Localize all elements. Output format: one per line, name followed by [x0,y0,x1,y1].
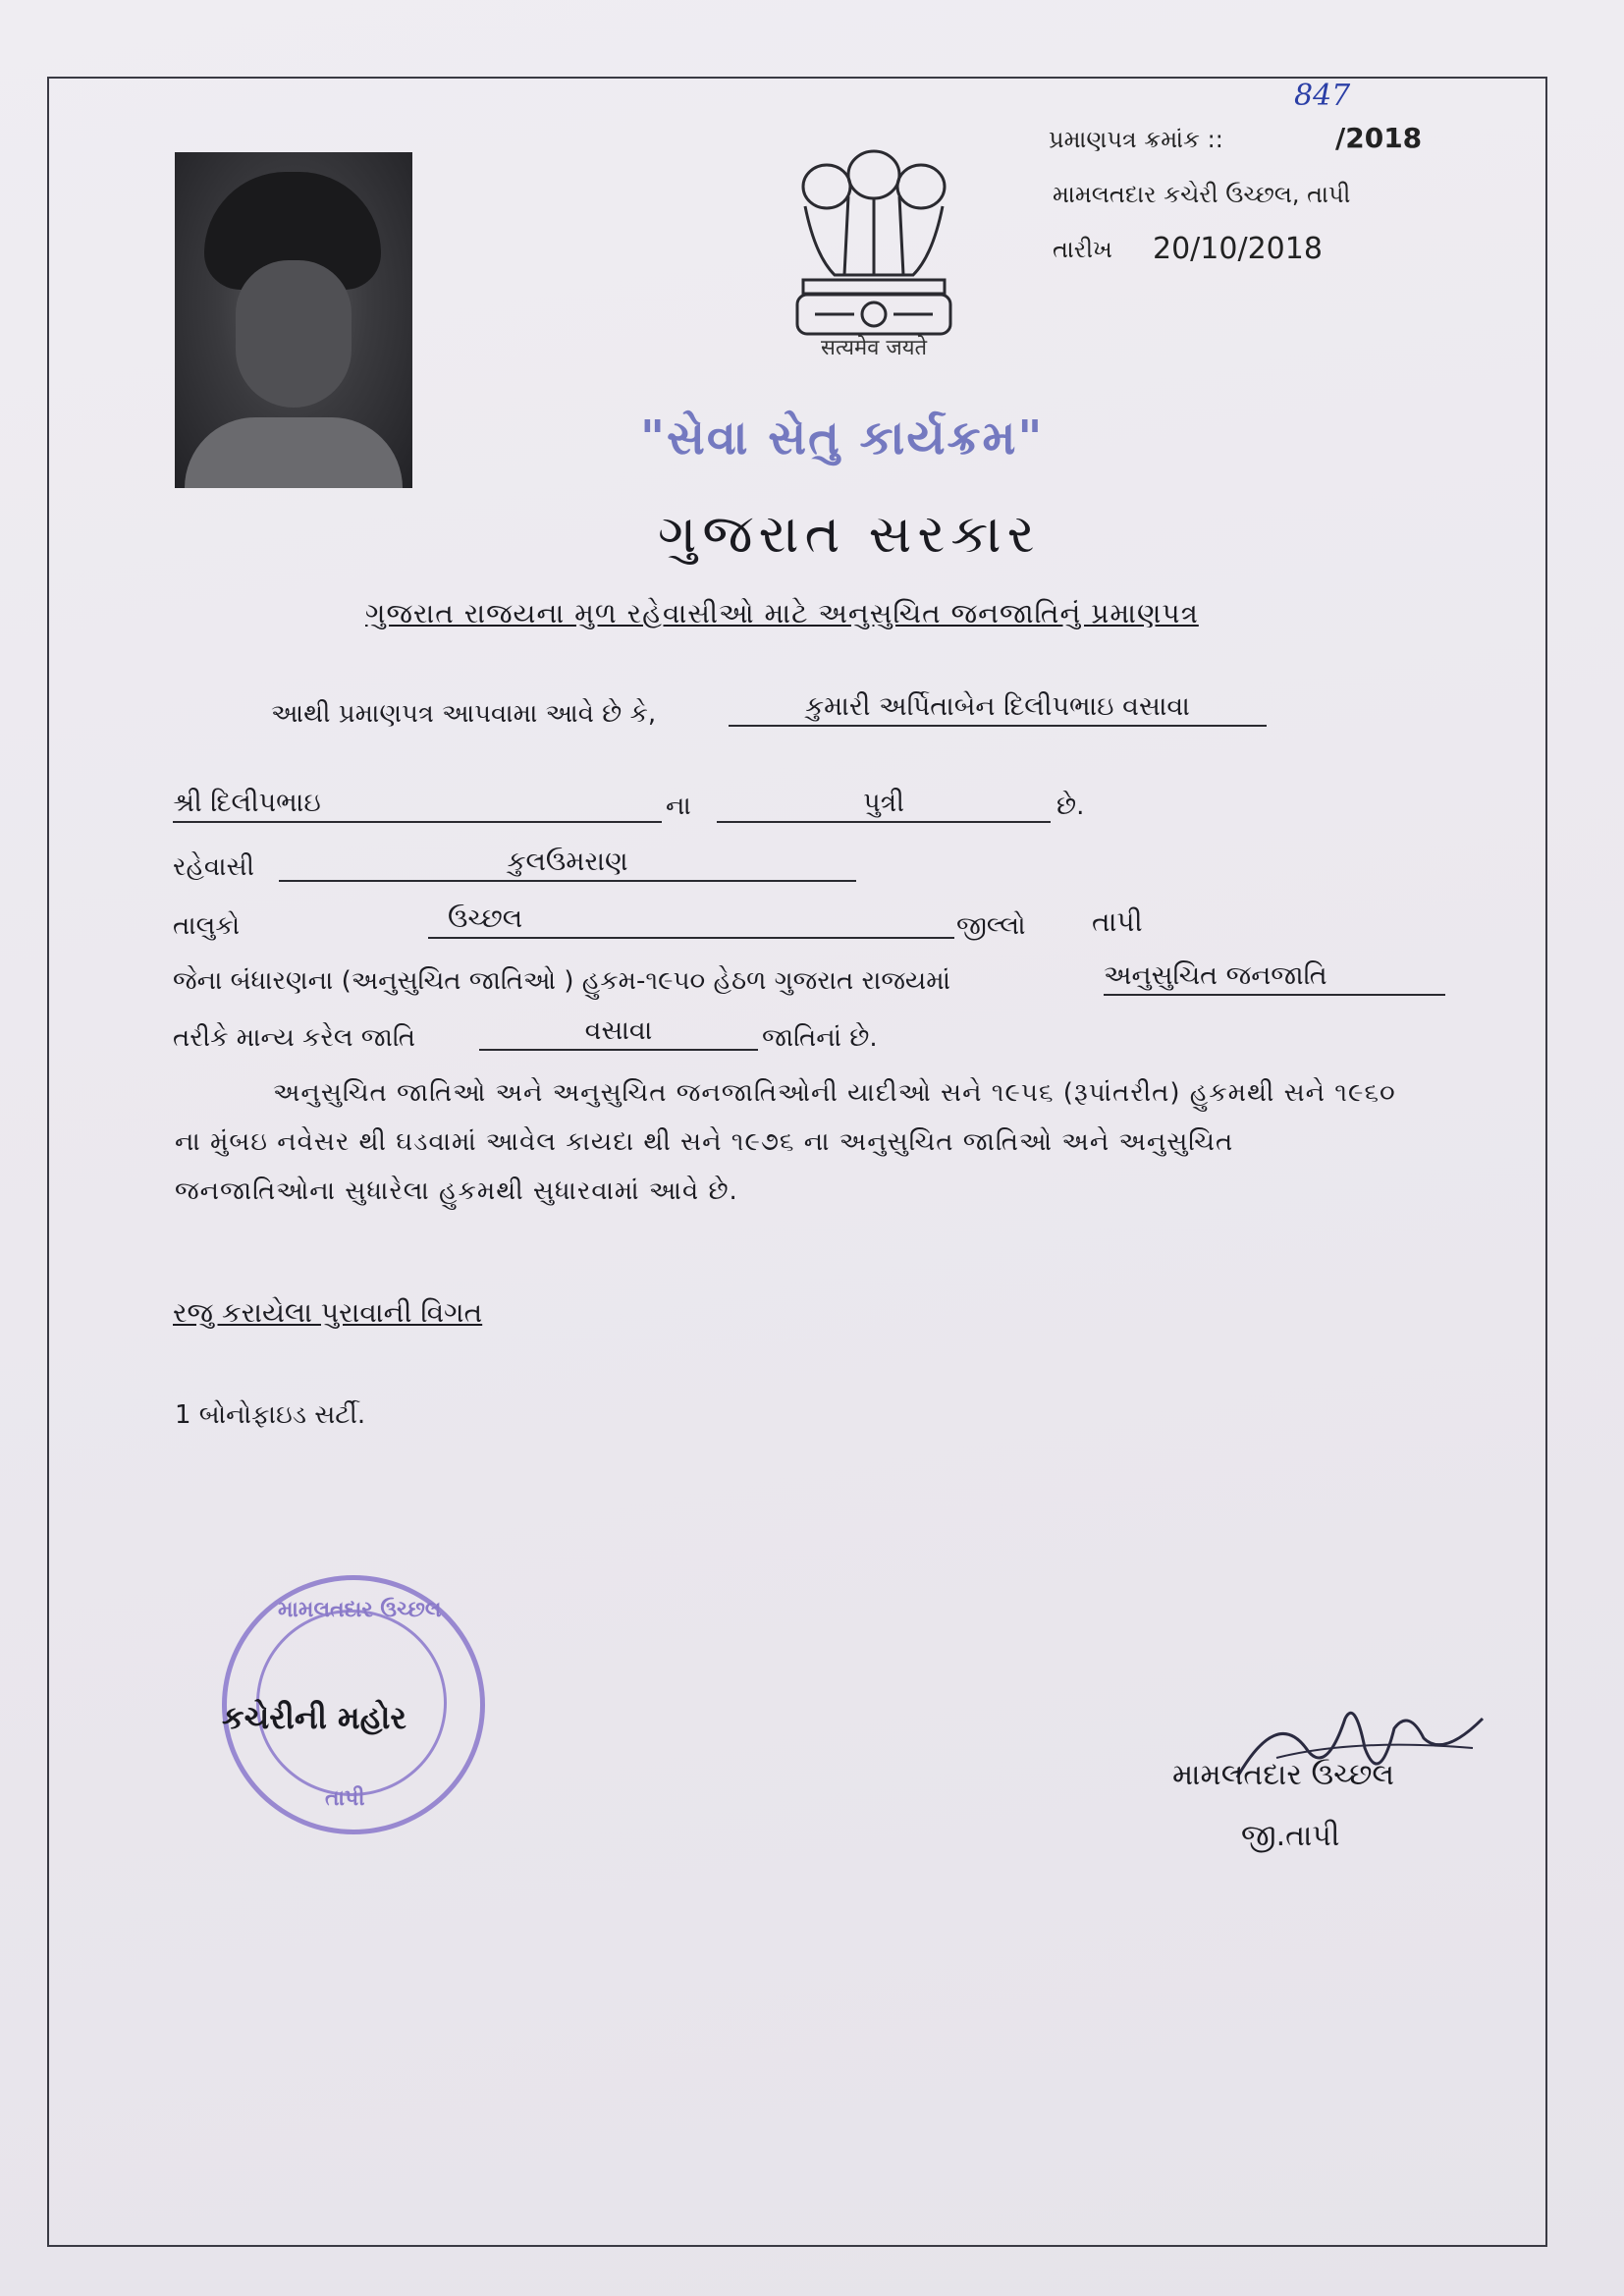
taluka-label: તાલુકો [173,911,241,941]
order-category: અનુસુચિત જનજાતિ [1104,960,1445,996]
evidence-heading: રજુ કરાયેલા પુરાવાની વિગત [173,1296,483,1329]
order-text: જેના બંધારણના (અનુસુચિત જાતિઓ ) હુકમ-૧૯૫૦ હેઠળ ગુજરાત રાજયમાં [173,966,950,996]
caste-label: તરીકે માન્ય કરેલ જાતિ [173,1023,416,1053]
stamp-bottom-text: તાપી [325,1786,365,1811]
caste-value: વસાવા [479,1015,758,1051]
cert-no-label: પ્રમાણપત્ર ક્રમાંક :: [1049,126,1223,153]
relation-value: પુત્રી [717,788,1051,823]
applicant-photo [175,152,412,488]
office-seal-label: કચેરીની મહોર [222,1699,406,1736]
date-value: 20/10/2018 [1153,232,1323,266]
parent-name: શ્રી દિલીપભાઇ [173,788,662,823]
residence-value: કુલઉમરાણ [279,847,856,882]
date-label: તારીખ [1053,236,1112,263]
taluka-value: ઉચ્છલ [428,903,954,939]
document-title: ગુજરાત સરકાર [658,503,1041,565]
signatory-district: જી.તાપી [1241,1819,1340,1853]
evidence-item: 1 બોનોફાઇડ સર્ટી. [175,1400,366,1430]
office-name: મામલતદાર કચેરી ઉચ્છલ, તાપી [1053,181,1351,208]
handwritten-cert-number: 847 [1294,79,1351,113]
stamp-top-text: મામલતદાર ઉચ્છલ [278,1598,442,1622]
district-value: તાપી [1092,905,1143,938]
relation-of: ના [666,792,691,821]
cert-year: /2018 [1335,122,1423,154]
residence-label: રહેવાસી [173,852,254,882]
paragraph-line: જનજાતિઓના સુધારેલા હુકમથી સુધારવામાં આવે છે. [175,1176,738,1206]
legal-paragraph [175,1068,1530,1216]
programme-stamp: "સેવા સેતુ કાર્યક્રમ" [640,410,1045,465]
paragraph-line: અનુસુચિત જાતિઓ અને અનુસુચિત જનજાતિઓની યાદીઓ સને ૧૯૫૬ (રૂપાંતરીત) હુકમથી સને ૧૯૬૦ [273,1078,1396,1108]
ashoka-emblem-icon [776,137,972,363]
certify-intro: આથી પ્રમાણપત્ર આપવામા આવે છે કે, [271,699,657,729]
emblem-motto: सत्यमेव जयते [820,336,928,360]
caste-suffix: જાતિનાં છે. [762,1023,878,1053]
district-label: જીલ્લો [956,911,1026,941]
signatory-designation: મામલતદાર ઉચ્છલ [1172,1758,1395,1792]
document-subtitle: ગુજરાત રાજયના મુળ રહેવાસીઓ માટે અનુસુચિત જનજાતિનું પ્રમાણપત્ર [365,597,1199,629]
applicant-name: કુમારી અર્પિતાબેન દિલીપભાઇ વસાવા [729,691,1267,727]
paragraph-line: ના મુંબઇ નવેસર થી ઘડવામાં આવેલ કાયદા થી સને ૧૯૭૬ ના અનુસુચિત જાતિઓ અને અનુસુચિત [175,1127,1234,1157]
relation-suffix: છે. [1056,792,1085,821]
